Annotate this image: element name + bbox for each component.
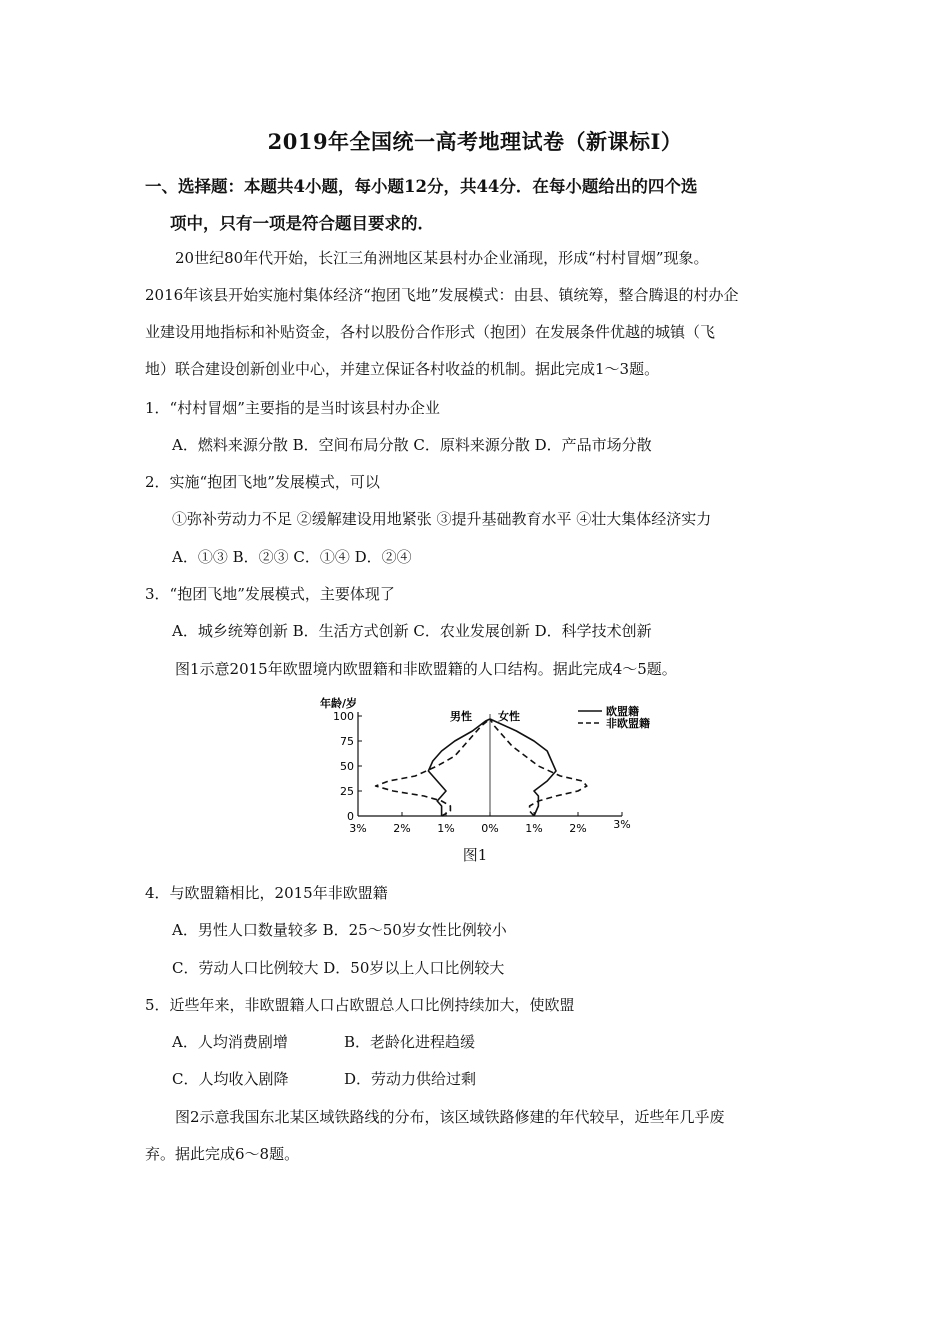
eu-female-series-line bbox=[490, 719, 556, 816]
passage1-line3: 业建设用地指标和补贴资金，各村以股份合作形式（抱团）在发展条件优越的城镇（飞 bbox=[145, 323, 716, 341]
population-pyramid-chart bbox=[310, 692, 670, 842]
question-3-options: A．城乡统筹创新 B．生活方式创新 C．农业发展创新 D．科学技术创新 bbox=[172, 622, 652, 640]
question-2-stem: 2．实施“抱团飞地”发展模式，可以 bbox=[145, 473, 380, 491]
question-4-stem: 4．与欧盟籍相比，2015年非欧盟籍 bbox=[145, 884, 388, 902]
legend-eu: 欧盟籍 bbox=[606, 705, 639, 718]
x-tick-label: 2% bbox=[393, 822, 411, 835]
non-eu-female-series-line bbox=[490, 719, 587, 816]
question-1-options: A．燃料来源分散 B．空间布局分散 C．原料来源分散 D．产品市场分散 bbox=[172, 436, 652, 454]
section-heading-line1: 一、选择题：本题共4小题，每小题12分，共44分．在每小题给出的四个选 bbox=[145, 177, 698, 196]
y-axis-label: 年龄/岁 bbox=[320, 697, 358, 710]
x-tick-label: 3% bbox=[349, 822, 367, 835]
x-tick-label: 3% bbox=[613, 818, 631, 831]
question-2-items: ①弥补劳动力不足 ②缓解建设用地紧张 ③提升基础教育水平 ④壮大集体经济实力 bbox=[172, 510, 712, 528]
question-3-stem: 3．“抱团飞地”发展模式，主要体现了 bbox=[145, 585, 395, 603]
non-eu-male-series-line bbox=[376, 719, 490, 816]
y-tick-label: 0 bbox=[347, 810, 354, 823]
female-label: 女性 bbox=[498, 710, 520, 723]
eu-male-series-line bbox=[428, 719, 490, 816]
figure-2-intro-line2: 弃。据此完成6～8题。 bbox=[145, 1145, 300, 1163]
passage1-line4: 地）联合建设创新创业中心，并建立保证各村收益的机制。据此完成1～3题。 bbox=[145, 360, 660, 378]
question-2-options: A．①③ B．②③ C．①④ D．②④ bbox=[172, 548, 412, 566]
section-heading-line2: 项中，只有一项是符合题目要求的． bbox=[170, 214, 434, 233]
passage1-line2: 2016年该县开始实施村集体经济“抱团飞地”发展模式：由县、镇统筹，整合腾退的村办企 bbox=[145, 286, 739, 304]
figure-1-caption: 图1 bbox=[462, 846, 488, 864]
figure-1-intro: 图1示意2015年欧盟境内欧盟籍和非欧盟籍的人口结构。据此完成4～5题。 bbox=[175, 660, 677, 678]
question-4-options-ab: A．男性人口数量较多 B．25～50岁女性比例较小 bbox=[172, 921, 507, 939]
section-heading bbox=[145, 168, 815, 242]
question-1-stem: 1．“村村冒烟”主要指的是当时该县村办企业 bbox=[145, 399, 440, 417]
legend-non-eu: 非欧盟籍 bbox=[606, 717, 650, 730]
page-title: 2019年全国统一高考地理试卷（新课标I） bbox=[267, 129, 683, 154]
y-tick-label: 50 bbox=[340, 760, 354, 773]
question-5-option-d: D．劳动力供给过剩 bbox=[344, 1070, 477, 1088]
x-tick-label: 1% bbox=[525, 822, 543, 835]
x-tick-label: 2% bbox=[569, 822, 587, 835]
y-tick-label: 25 bbox=[340, 785, 354, 798]
passage1-line1: 20世纪80年代开始，长江三角洲地区某县村办企业涌现，形成“村村冒烟”现象。 bbox=[175, 249, 709, 267]
question-5-stem: 5．近些年来，非欧盟籍人口占欧盟总人口比例持续加大，使欧盟 bbox=[145, 996, 575, 1014]
x-tick-label: 1% bbox=[437, 822, 455, 835]
question-4-options-cd: C．劳动人口比例较大 D．50岁以上人口比例较大 bbox=[172, 959, 505, 977]
question-5-option-b: B．老龄化进程趋缓 bbox=[344, 1033, 476, 1051]
figure-2-intro-line1: 图2示意我国东北某区域铁路线的分布，该区域铁路修建的年代较早，近些年几乎废 bbox=[175, 1108, 725, 1126]
question-5-option-c: C．人均收入剧降 bbox=[172, 1070, 289, 1088]
y-tick-label: 100 bbox=[333, 710, 354, 723]
male-label: 男性 bbox=[450, 710, 472, 723]
y-tick-label: 75 bbox=[340, 735, 354, 748]
x-tick-label: 0% bbox=[481, 822, 499, 835]
question-5-option-a: A．人均消费剧增 bbox=[172, 1033, 288, 1051]
